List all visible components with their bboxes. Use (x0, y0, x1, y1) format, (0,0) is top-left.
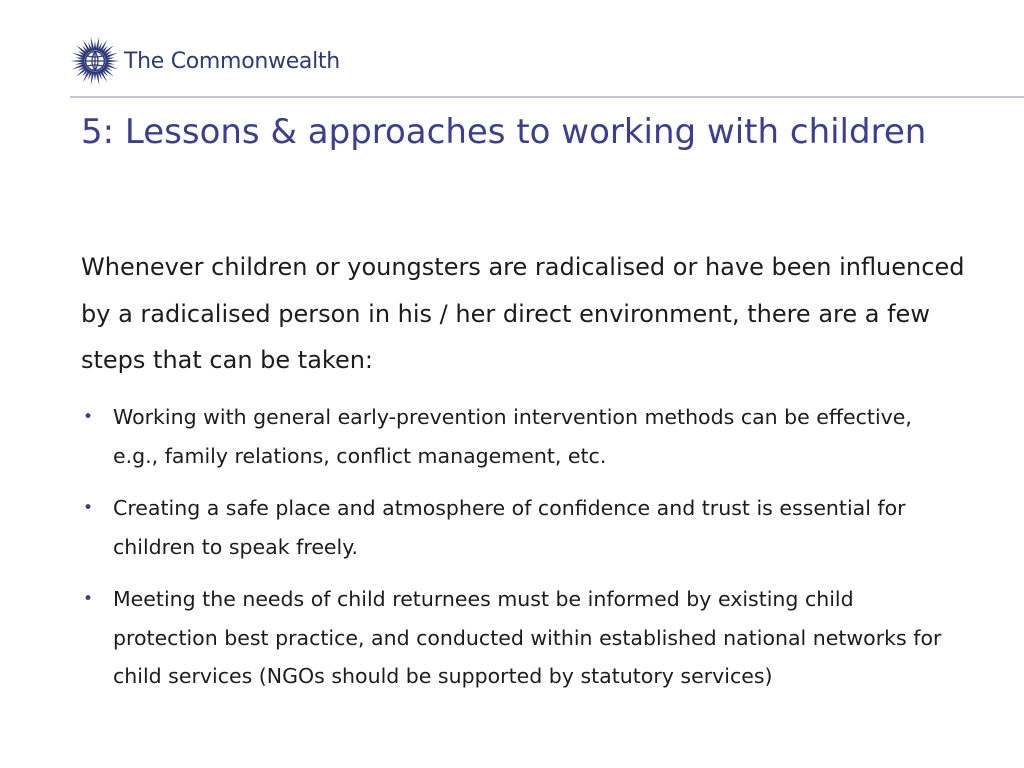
bullet-text: Working with general early-prevention intervention methods can be effective, e.g., family relations, conflict management, etc. (113, 405, 912, 468)
bullet-text: Creating a safe place and atmosphere of confidence and trust is essential for children to speak freely. (113, 496, 906, 559)
bullet-marker: • (83, 589, 94, 609)
bullet-item (81, 398, 961, 475)
commonwealth-logo (70, 35, 340, 87)
bullet-marker: • (83, 498, 94, 518)
bullet-item (81, 489, 961, 566)
commonwealth-globe-icon (70, 36, 120, 86)
intro-paragraph: Whenever children or youngsters are radicalised or have been influenced by a radicalised person in his / her direct environment, there are a few steps that can be taken: (81, 253, 965, 374)
bullet-list (81, 398, 961, 710)
logo-text: The Commonwealth (124, 48, 340, 74)
bullet-text: Meeting the needs of child returnees must be informed by existing child protection best practice, and conducted within established national networks for child services (NGOs should be supported by statutory services) (113, 587, 942, 688)
header-divider (70, 96, 1024, 98)
bullet-item (81, 580, 961, 696)
bullet-marker: • (83, 407, 94, 427)
slide-title: 5: Lessons & approaches to working with children (81, 112, 927, 152)
